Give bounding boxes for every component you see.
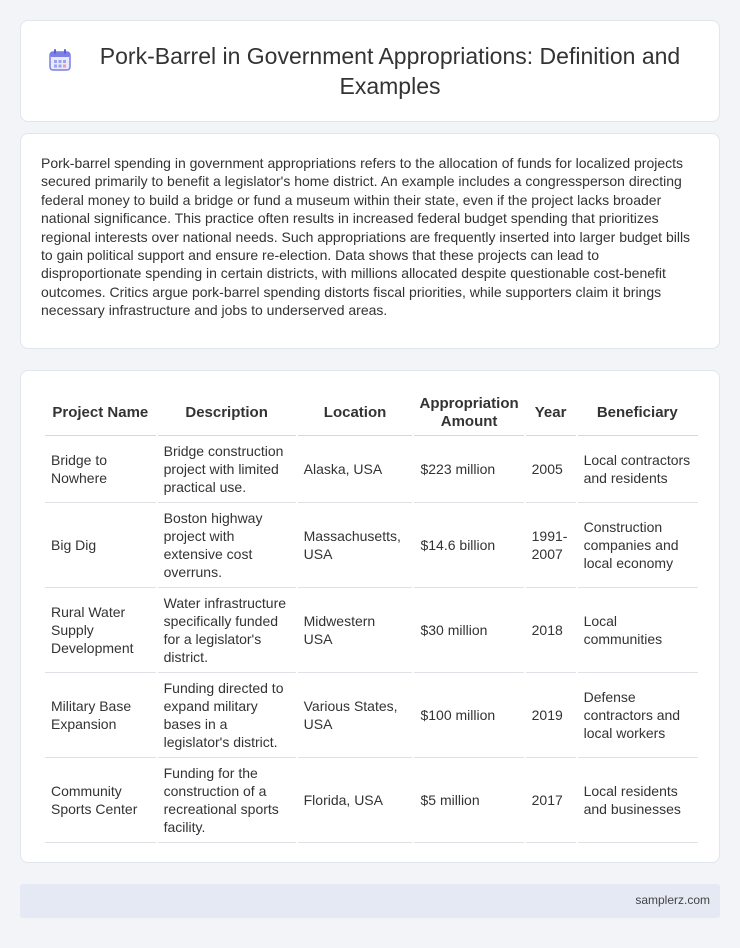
amount-cell: $223 million xyxy=(413,436,524,503)
column-header: Project Name xyxy=(44,393,157,436)
project-name-cell: Community Sports Center xyxy=(44,758,157,843)
year-cell: 1991-2007 xyxy=(525,503,577,588)
year-cell: 2019 xyxy=(525,673,577,758)
beneficiary-cell: Local contractors and residents xyxy=(577,436,698,503)
description-cell: Bridge construction project with limited practical use. xyxy=(157,436,297,503)
year-cell: 2018 xyxy=(525,588,577,673)
table-header-row xyxy=(44,393,698,436)
year-cell: 2005 xyxy=(525,436,577,503)
column-header: Beneficiary xyxy=(577,393,698,436)
page-title: Pork-Barrel in Government Appropriations: Definition and Examples xyxy=(99,43,681,99)
table-row xyxy=(44,503,698,588)
footer-site-link[interactable]: samplerz.com xyxy=(635,893,710,907)
intro-card xyxy=(20,133,720,349)
amount-cell: $100 million xyxy=(413,673,524,758)
table-row xyxy=(44,673,698,758)
project-name-cell: Rural Water Supply Development xyxy=(44,588,157,673)
table-row xyxy=(44,758,698,843)
beneficiary-cell: Local residents and businesses xyxy=(577,758,698,843)
description-cell: Water infrastructure specifically funded for a legislator's district. xyxy=(157,588,297,673)
year-cell: 2017 xyxy=(525,758,577,843)
location-cell: Midwestern USA xyxy=(297,588,414,673)
amount-cell: $14.6 billion xyxy=(413,503,524,588)
project-name-cell: Military Base Expansion xyxy=(44,673,157,758)
amount-cell: $30 million xyxy=(413,588,524,673)
beneficiary-cell: Local communities xyxy=(577,588,698,673)
table-card xyxy=(20,370,720,863)
project-name-cell: Big Dig xyxy=(44,503,157,588)
header-card xyxy=(20,20,720,122)
project-name-cell: Bridge to Nowhere xyxy=(44,436,157,503)
location-cell: Florida, USA xyxy=(297,758,414,843)
amount-cell: $5 million xyxy=(413,758,524,843)
location-cell: Various States, USA xyxy=(297,673,414,758)
beneficiary-cell: Construction companies and local economy xyxy=(577,503,698,588)
column-header: Description xyxy=(157,393,297,436)
description-cell: Funding for the construction of a recreational sports facility. xyxy=(157,758,297,843)
footer-bar xyxy=(20,884,720,918)
location-cell: Massachusetts, USA xyxy=(297,503,414,588)
column-header: Appropriation Amount xyxy=(413,393,524,436)
column-header: Location xyxy=(297,393,414,436)
column-header: Year xyxy=(525,393,577,436)
location-cell: Alaska, USA xyxy=(297,436,414,503)
description-cell: Funding directed to expand military bases in a legislator's district. xyxy=(157,673,297,758)
intro-paragraph: Pork-barrel spending in government appropriations refers to the allocation of funds for localized projects secured primarily to benefit a legislator's home district. An example includes a congressperson directing federal money to build a bridge or fund a museum within their state, even if the project lacks broader national significance. This practice often results in increased federal budget spending that prioritizes regional interests over national needs. Such appropriations are frequently inserted into larger budget bills to gain political support and ensure re-election. Data shows that these projects can lead to disproportionate spending in certain districts, with millions allocated despite questionable cost-benefit outcomes. Critics argue pork-barrel spending distorts fiscal priorities, while supporters claim it brings necessary infrastructure and jobs to underserved areas. xyxy=(41,155,691,319)
table-row xyxy=(44,436,698,503)
description-cell: Boston highway project with extensive cost overruns. xyxy=(157,503,297,588)
beneficiary-cell: Defense contractors and local workers xyxy=(577,673,698,758)
table-row xyxy=(44,588,698,673)
examples-table xyxy=(43,393,698,843)
